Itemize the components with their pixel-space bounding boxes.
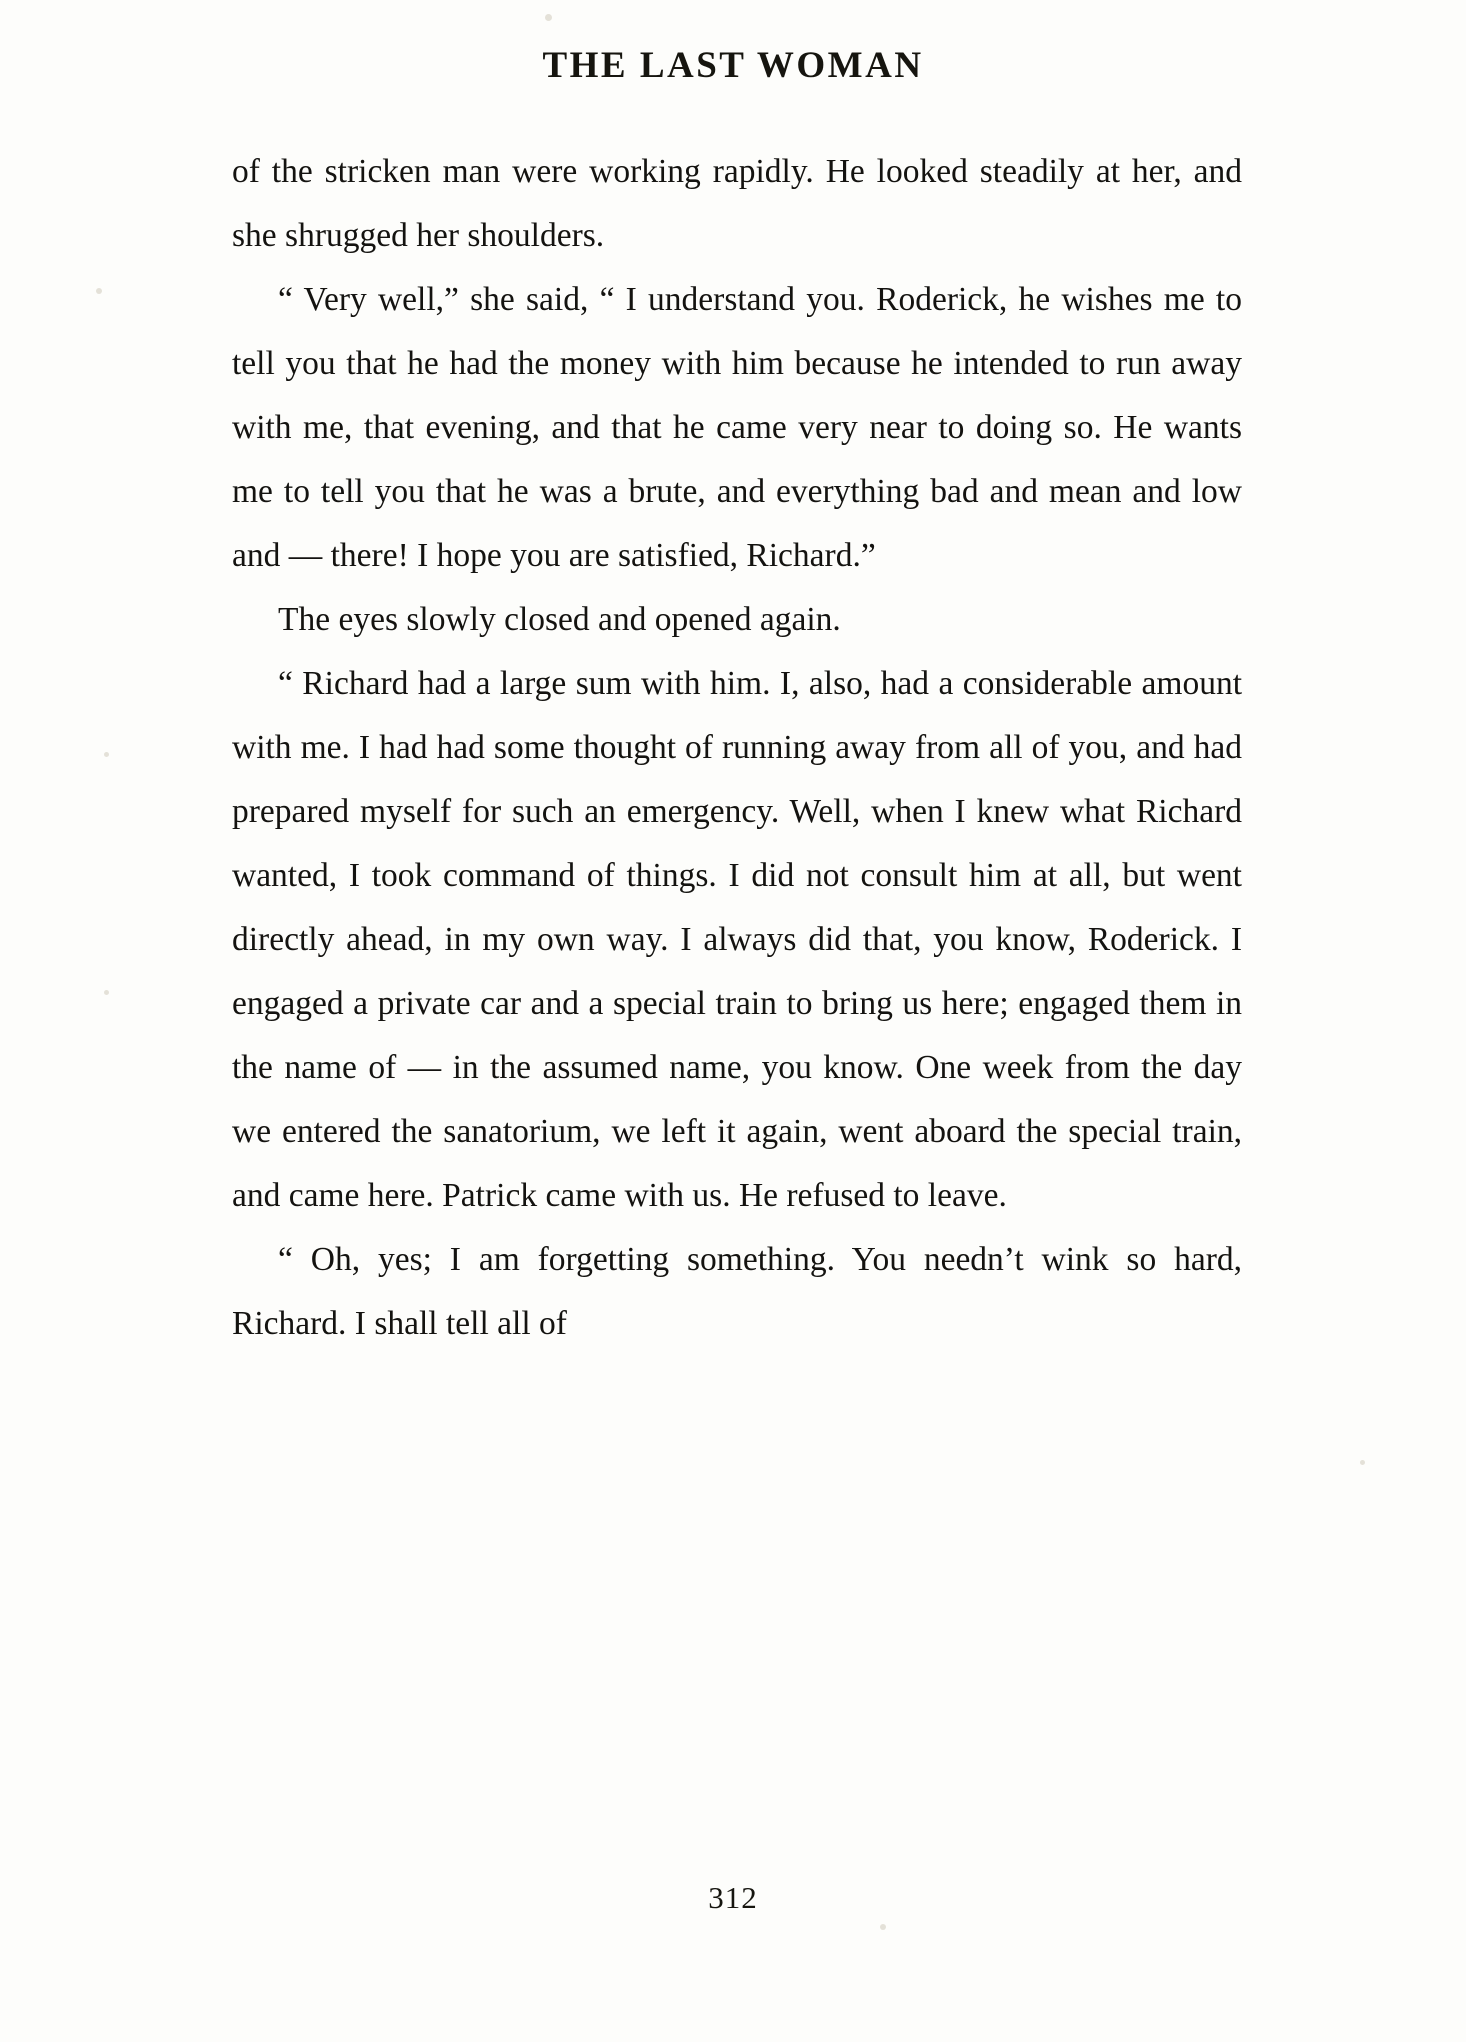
paragraph: “ Oh, yes; I am forgetting something. You needn’t wink so hard, Richard. I shall tell all of — [232, 1241, 1242, 1342]
paper-speck — [96, 288, 102, 294]
paper-speck — [104, 990, 109, 995]
paper-speck — [104, 752, 109, 757]
paragraph: “ Very well,” she said, “ I understand you. Roderick, he wishes me to tell you that he had the money with him because he intended to run away with me, that evening, and that he came very near to doing so. He wants me to tell you that he was a brute, and everything bad and mean and low and — there! I hope you are satisfied, Richard.” — [232, 281, 1242, 574]
running-head: THE LAST WOMAN — [542, 45, 924, 86]
paper-speck — [545, 14, 552, 21]
paper-speck — [1360, 1460, 1365, 1465]
page-number: 312 — [708, 1880, 758, 1915]
paper-speck — [880, 1924, 886, 1930]
paragraph: The eyes slowly closed and opened again. — [278, 601, 841, 638]
paragraph: “ Richard had a large sum with him. I, also, had a considerable amount with me. I had had some thought of running away from all of you, and had prepared myself for such an emergency. Well, when I knew what Richard wanted, I took command of things. I did not consult him at all, but went directly ahead, in my own way. I always did that, you know, Roderick. I engaged a private car and a special train to bring us here; engaged them in the name of — in the assumed name, you know. One week from the day we entered the sanatorium, we left it again, went aboard the special train, and came here. Patrick came with us. He refused to leave. — [232, 665, 1242, 1214]
paragraph: of the stricken man were working rapidly. He looked steadily at her, and she shrugged her shoulders. — [232, 153, 1242, 254]
page-body — [232, 140, 1242, 1356]
